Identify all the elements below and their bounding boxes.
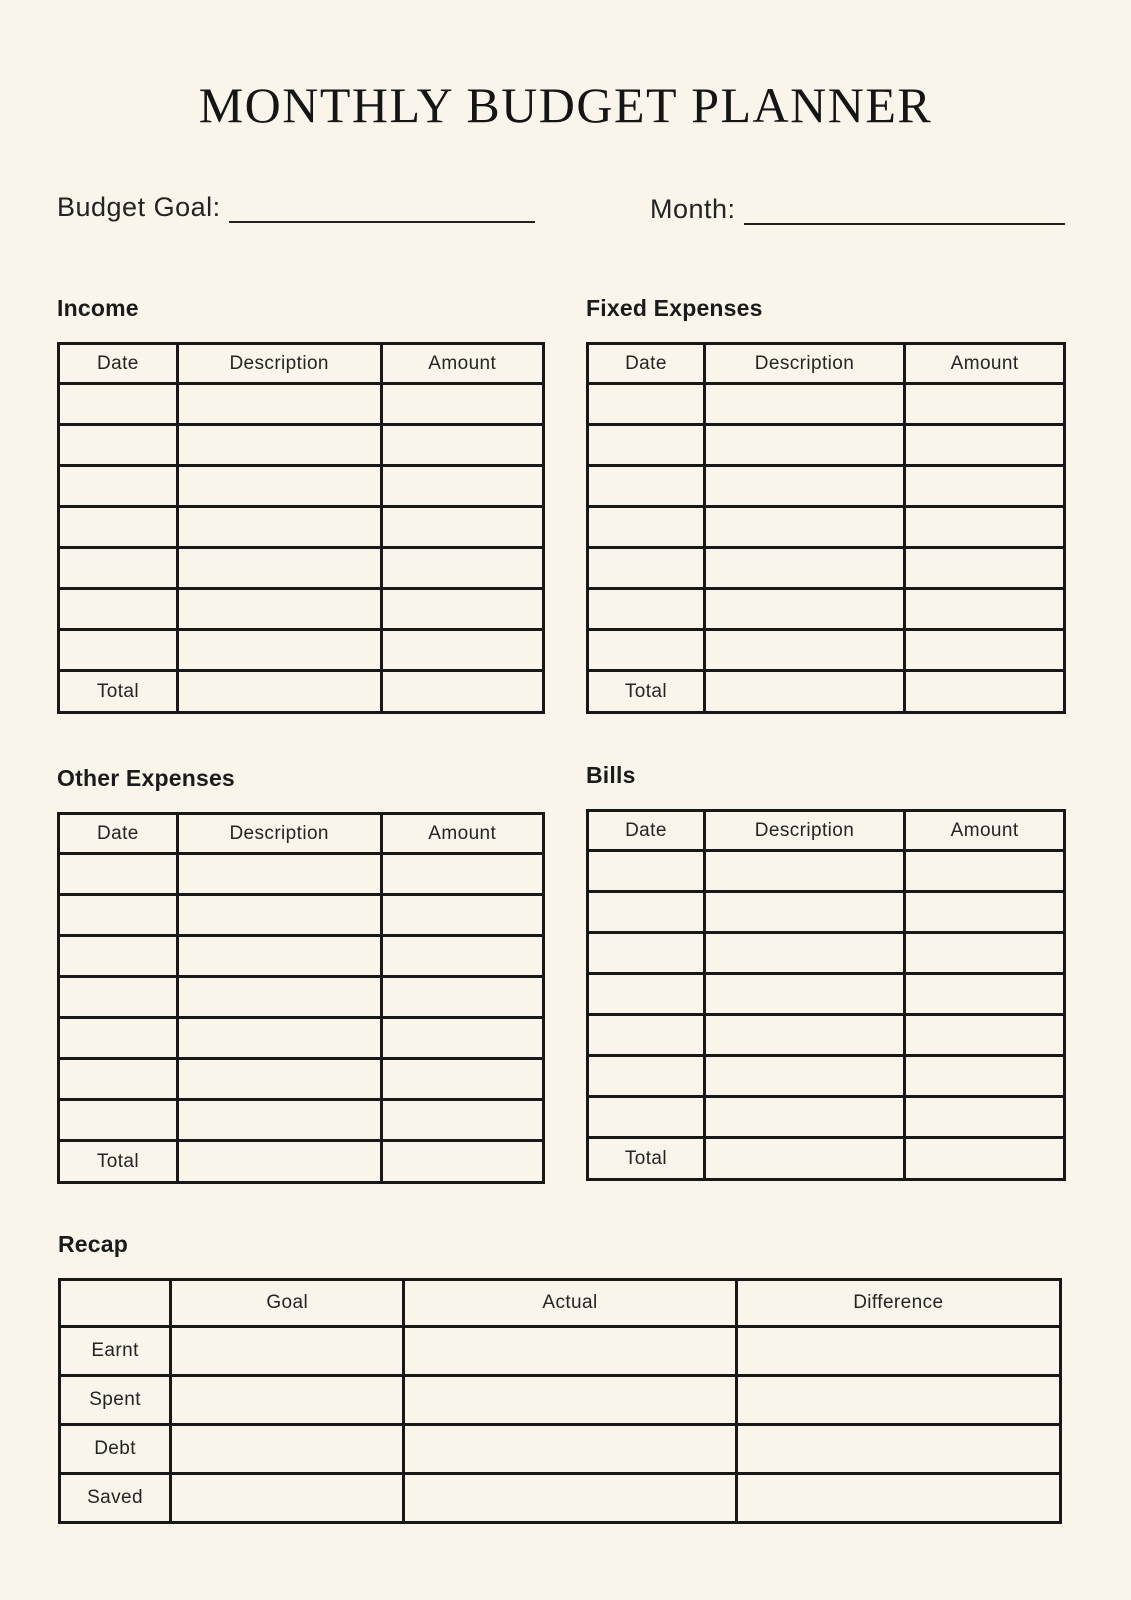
bills-empty-cell[interactable] <box>704 892 904 933</box>
income-column-date: Date <box>59 344 178 384</box>
income-section <box>57 296 545 714</box>
other-expenses-empty-row <box>59 895 544 936</box>
bills-empty-cell[interactable] <box>704 974 904 1015</box>
recap-table <box>58 1278 1062 1524</box>
fixed-expenses-empty-row <box>588 589 1065 630</box>
fixed-expenses-empty-cell[interactable] <box>905 589 1065 630</box>
budget-goal-label: Budget Goal: <box>57 191 221 222</box>
fixed-expenses-empty-cell[interactable] <box>905 425 1065 466</box>
recap-row <box>60 1474 1061 1523</box>
income-empty-cell[interactable] <box>177 589 381 630</box>
bills-empty-cell[interactable] <box>704 851 904 892</box>
fixed-expenses-table <box>586 342 1066 714</box>
fixed-expenses-heading: Fixed Expenses <box>586 295 763 321</box>
recap-section <box>58 1232 1062 1524</box>
recap-row <box>60 1376 1061 1425</box>
other-expenses-empty-cell[interactable] <box>381 1018 544 1059</box>
bills-empty-cell[interactable] <box>588 974 705 1015</box>
fixed-expenses-empty-cell[interactable] <box>704 630 904 671</box>
fixed-expenses-empty-cell[interactable] <box>704 466 904 507</box>
recap-column-actual: Actual <box>404 1280 736 1327</box>
month-field <box>650 185 1065 225</box>
bills-empty-row <box>588 1015 1065 1056</box>
fixed-expenses-total-amount-cell[interactable] <box>905 671 1065 713</box>
bills-empty-cell[interactable] <box>905 933 1065 974</box>
bills-empty-row <box>588 851 1065 892</box>
fixed-expenses-empty-cell[interactable] <box>905 630 1065 671</box>
recap-empty-cell[interactable] <box>171 1474 404 1523</box>
other-expenses-total-amount-cell[interactable] <box>381 1141 544 1183</box>
bills-table <box>586 809 1066 1181</box>
income-header-row <box>59 344 544 384</box>
month-input-line[interactable] <box>744 183 1065 225</box>
other-expenses-empty-cell[interactable] <box>59 977 178 1018</box>
other-expenses-empty-row <box>59 977 544 1018</box>
other-expenses-header-row <box>59 814 544 854</box>
fixed-expenses-empty-cell[interactable] <box>905 548 1065 589</box>
recap-empty-cell[interactable] <box>171 1327 404 1376</box>
fixed-expenses-empty-cell[interactable] <box>588 548 705 589</box>
fixed-expenses-empty-cell[interactable] <box>588 425 705 466</box>
income-empty-cell[interactable] <box>177 425 381 466</box>
fixed-expenses-column-description: Description <box>704 344 904 384</box>
fixed-expenses-empty-row <box>588 548 1065 589</box>
bills-header-row <box>588 811 1065 851</box>
bills-heading: Bills <box>586 762 636 788</box>
income-empty-row <box>59 548 544 589</box>
other-expenses-empty-cell[interactable] <box>381 977 544 1018</box>
bills-column-description: Description <box>704 811 904 851</box>
recap-empty-cell[interactable] <box>404 1474 736 1523</box>
other-expenses-empty-row <box>59 1018 544 1059</box>
other-expenses-heading: Other Expenses <box>57 765 235 791</box>
bills-empty-cell[interactable] <box>588 851 705 892</box>
other-expenses-empty-cell[interactable] <box>177 895 381 936</box>
fixed-expenses-empty-cell[interactable] <box>704 589 904 630</box>
fixed-expenses-total-description-cell[interactable] <box>704 671 904 713</box>
bills-empty-cell[interactable] <box>905 892 1065 933</box>
bills-empty-cell[interactable] <box>905 1056 1065 1097</box>
budget-goal-input-line[interactable] <box>229 181 535 223</box>
bills-empty-row <box>588 892 1065 933</box>
fixed-expenses-empty-row <box>588 466 1065 507</box>
fixed-expenses-total-row <box>588 671 1065 713</box>
income-empty-cell[interactable] <box>177 507 381 548</box>
bills-total-row <box>588 1138 1065 1180</box>
recap-empty-cell[interactable] <box>736 1327 1060 1376</box>
fixed-expenses-column-amount: Amount <box>905 344 1065 384</box>
income-table <box>57 342 545 714</box>
recap-empty-cell[interactable] <box>736 1425 1060 1474</box>
other-expenses-total-description-cell[interactable] <box>177 1141 381 1183</box>
recap-empty-cell[interactable] <box>171 1376 404 1425</box>
fixed-expenses-empty-cell[interactable] <box>588 589 705 630</box>
income-empty-cell[interactable] <box>177 466 381 507</box>
income-empty-row <box>59 630 544 671</box>
bills-empty-row <box>588 1097 1065 1138</box>
bills-empty-row <box>588 933 1065 974</box>
bills-empty-cell[interactable] <box>588 1015 705 1056</box>
income-empty-cell[interactable] <box>177 630 381 671</box>
income-heading: Income <box>57 295 139 321</box>
fixed-expenses-empty-cell[interactable] <box>588 630 705 671</box>
income-empty-cell[interactable] <box>381 466 544 507</box>
budget-goal-field <box>57 183 535 223</box>
page-title: MONTHLY BUDGET PLANNER <box>198 77 933 133</box>
fixed-expenses-column-date: Date <box>588 344 705 384</box>
income-empty-row <box>59 589 544 630</box>
income-empty-cell[interactable] <box>381 425 544 466</box>
other-expenses-empty-cell[interactable] <box>59 936 178 977</box>
recap-empty-cell[interactable] <box>736 1474 1060 1523</box>
month-label: Month: <box>650 193 736 224</box>
bills-column-amount: Amount <box>905 811 1065 851</box>
bills-total-description-cell[interactable] <box>704 1138 904 1180</box>
other-expenses-empty-cell[interactable] <box>177 977 381 1018</box>
recap-row-label: Saved <box>60 1474 171 1523</box>
other-expenses-column-amount: Amount <box>381 814 544 854</box>
income-empty-cell[interactable] <box>381 589 544 630</box>
income-total-description-cell[interactable] <box>177 671 381 713</box>
other-expenses-empty-cell[interactable] <box>177 936 381 977</box>
income-column-description: Description <box>177 344 381 384</box>
income-empty-row <box>59 466 544 507</box>
bills-empty-cell[interactable] <box>588 933 705 974</box>
other-expenses-total-row <box>59 1141 544 1183</box>
recap-column-stub <box>60 1280 171 1327</box>
bills-total-amount-cell[interactable] <box>905 1138 1065 1180</box>
fixed-expenses-empty-cell[interactable] <box>905 384 1065 425</box>
other-expenses-empty-row <box>59 854 544 895</box>
bills-empty-cell[interactable] <box>704 1015 904 1056</box>
income-total-row <box>59 671 544 713</box>
fixed-expenses-header-row <box>588 344 1065 384</box>
fixed-expenses-total-label: Total <box>588 671 705 713</box>
income-empty-cell[interactable] <box>59 548 178 589</box>
bills-empty-cell[interactable] <box>588 1056 705 1097</box>
other-expenses-empty-cell[interactable] <box>59 1059 178 1100</box>
other-expenses-empty-cell[interactable] <box>381 1100 544 1141</box>
other-expenses-total-label: Total <box>59 1141 178 1183</box>
recap-row-label: Earnt <box>60 1327 171 1376</box>
other-expenses-empty-cell[interactable] <box>381 1059 544 1100</box>
income-empty-cell[interactable] <box>59 466 178 507</box>
bills-empty-cell[interactable] <box>704 1097 904 1138</box>
income-empty-cell[interactable] <box>59 384 178 425</box>
recap-empty-cell[interactable] <box>171 1425 404 1474</box>
fixed-expenses-section <box>586 296 1066 714</box>
fixed-expenses-empty-cell[interactable] <box>588 507 705 548</box>
other-expenses-empty-cell[interactable] <box>381 854 544 895</box>
other-expenses-table <box>57 812 545 1184</box>
fixed-expenses-empty-row <box>588 384 1065 425</box>
other-expenses-empty-cell[interactable] <box>59 854 178 895</box>
bills-empty-row <box>588 1056 1065 1097</box>
bills-empty-cell[interactable] <box>588 892 705 933</box>
recap-empty-cell[interactable] <box>404 1425 736 1474</box>
other-expenses-empty-cell[interactable] <box>59 1018 178 1059</box>
income-empty-row <box>59 425 544 466</box>
fixed-expenses-empty-cell[interactable] <box>905 507 1065 548</box>
fixed-expenses-empty-cell[interactable] <box>588 384 705 425</box>
recap-row <box>60 1327 1061 1376</box>
bills-empty-row <box>588 974 1065 1015</box>
income-empty-cell[interactable] <box>381 507 544 548</box>
other-expenses-column-date: Date <box>59 814 178 854</box>
income-total-label: Total <box>59 671 178 713</box>
income-empty-cell[interactable] <box>59 507 178 548</box>
other-expenses-empty-cell[interactable] <box>381 895 544 936</box>
income-empty-cell[interactable] <box>381 630 544 671</box>
income-empty-cell[interactable] <box>59 630 178 671</box>
income-empty-cell[interactable] <box>381 384 544 425</box>
other-expenses-empty-cell[interactable] <box>59 1100 178 1141</box>
fixed-expenses-empty-row <box>588 507 1065 548</box>
recap-row-label: Spent <box>60 1376 171 1425</box>
bills-empty-cell[interactable] <box>704 1056 904 1097</box>
income-empty-row <box>59 384 544 425</box>
other-expenses-column-description: Description <box>177 814 381 854</box>
other-expenses-section <box>57 766 545 1184</box>
income-total-amount-cell[interactable] <box>381 671 544 713</box>
fixed-expenses-empty-cell[interactable] <box>588 466 705 507</box>
bills-column-date: Date <box>588 811 705 851</box>
fixed-expenses-empty-cell[interactable] <box>704 548 904 589</box>
recap-empty-cell[interactable] <box>736 1376 1060 1425</box>
bills-empty-cell[interactable] <box>905 1097 1065 1138</box>
other-expenses-empty-cell[interactable] <box>177 1059 381 1100</box>
income-empty-cell[interactable] <box>381 548 544 589</box>
fixed-expenses-empty-cell[interactable] <box>704 425 904 466</box>
recap-empty-cell[interactable] <box>404 1327 736 1376</box>
bills-empty-cell[interactable] <box>905 851 1065 892</box>
fixed-expenses-empty-row <box>588 630 1065 671</box>
bills-section <box>586 763 1066 1181</box>
bills-empty-cell[interactable] <box>588 1097 705 1138</box>
fixed-expenses-empty-row <box>588 425 1065 466</box>
fixed-expenses-empty-cell[interactable] <box>905 466 1065 507</box>
fixed-expenses-empty-cell[interactable] <box>704 384 904 425</box>
recap-row-label: Debt <box>60 1425 171 1474</box>
other-expenses-empty-row <box>59 936 544 977</box>
other-expenses-empty-row <box>59 1100 544 1141</box>
bills-empty-cell[interactable] <box>704 933 904 974</box>
recap-column-difference: Difference <box>736 1280 1060 1327</box>
income-empty-cell[interactable] <box>59 425 178 466</box>
income-column-amount: Amount <box>381 344 544 384</box>
income-empty-cell[interactable] <box>59 589 178 630</box>
bills-empty-cell[interactable] <box>905 1015 1065 1056</box>
other-expenses-empty-row <box>59 1059 544 1100</box>
recap-column-goal: Goal <box>171 1280 404 1327</box>
recap-empty-cell[interactable] <box>404 1376 736 1425</box>
recap-row <box>60 1425 1061 1474</box>
other-expenses-empty-cell[interactable] <box>177 854 381 895</box>
bills-empty-cell[interactable] <box>905 974 1065 1015</box>
fixed-expenses-empty-cell[interactable] <box>704 507 904 548</box>
income-empty-row <box>59 507 544 548</box>
income-empty-cell[interactable] <box>177 384 381 425</box>
recap-header-row <box>60 1280 1061 1327</box>
income-empty-cell[interactable] <box>177 548 381 589</box>
other-expenses-empty-cell[interactable] <box>177 1100 381 1141</box>
recap-heading: Recap <box>58 1231 129 1257</box>
other-expenses-empty-cell[interactable] <box>381 936 544 977</box>
bills-total-label: Total <box>588 1138 705 1180</box>
other-expenses-empty-cell[interactable] <box>59 895 178 936</box>
other-expenses-empty-cell[interactable] <box>177 1018 381 1059</box>
